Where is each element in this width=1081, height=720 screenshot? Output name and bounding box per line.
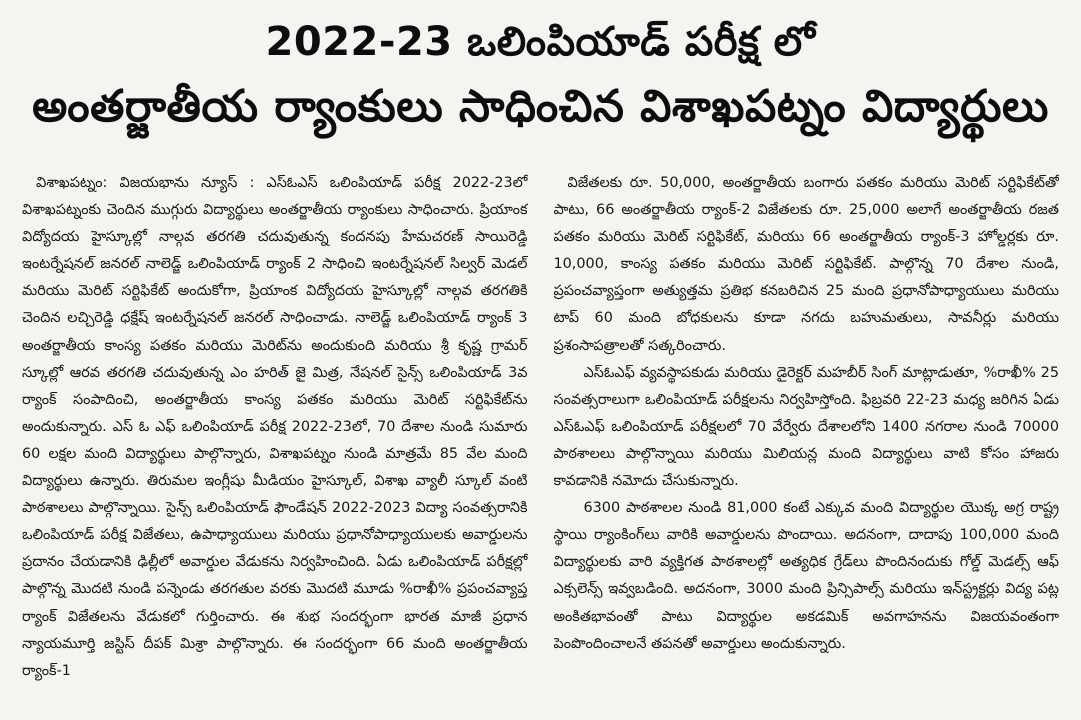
paragraph-3: ఎస్ఓఎఫ్ వ్యవస్థాపకుడు మరియు డైరెక్టర్ మహబీర్ సింగ్ మాట్లాడుతూ, %రాఖీ% 25 సంవత్సరాలుగా ఒలింపియాడ్ పరీక్షలను నిర్వహిస్తోంది. ఫిబ్రవరి 22-23 మధ్య జరిగిన ఏడు ఎస్ఓఎఫ్ ఒలింపియాడ్ పరీక్షలలో 70 వేర్వేరు దేశాలలోని 1400 నగరాల నుండి 70000 పాఠశాలలు పాల్గొన్నాయి మరియు మిలియన్ల మంది విద్యార్థులు వాటి కోసం హాజరు కావడానికి నమోదు చేసుకున్నారు. (553, 364, 1059, 490)
left-column (22, 170, 528, 715)
article-body (22, 170, 1059, 715)
headline-line-2: అంతర్జాతీయ ర్యాంకులు సాధించిన విశాఖపట్నం విద్యార్థులు (32, 81, 1049, 132)
right-column (554, 170, 1060, 715)
paragraph-2: విజేతలకు రూ. 50,000, అంతర్జాతీయ బంగారు పతకం మరియు మెరిట్ సర్టిఫికేట్‌తో పాటు, 66 అంతర్జాతీయ ర్యాంక్-2 విజేతలకు రూ. 25,000 అలాగే అంతర్జాతీయ రజత పతకం మరియు మెరిట్ సర్టిఫికేట్, మరియు 66 అంతర్జాతీయ ర్యాంక్-3 హోల్డర్లకు రూ. 10,000, కాంస్య పతకం మరియు మెరిట్ సర్టిఫికేట్. పాల్గొన్న 70 దేశాల నుండి, ప్రపంచవ్యాప్తంగా అత్యుత్తమ ప్రతిభ కనబరిచిన 25 మంది ప్రధానోపాధ్యాయులు మరియు టాప్ 60 మంది బోధకులను కూడా నగదు బహుమతులు, సావనీర్లు మరియు ప్రశంసాపత్రాలతో సత్కరించారు. (553, 175, 1059, 354)
paragraph-1: విశాఖపట్నం: విజయభాను న్యూస్ : ఎస్ఓఎస్ ఒలింపియాడ్ పరీక్ష 2022-23లో విశాఖపట్నంకు చెందిన ముగ్గురు విద్యార్థులు అంతర్జాతీయ ర్యాంకులు సాధించారు. ప్రియాంక విద్యోదయ హైస్కూల్లో నాల్గవ తరగతి చదువుతున్న కందనపు హేమచరణ్ సాయిరెడ్డి ఇంటర్నేషనల్ జనరల్ నాలెడ్జ్ ఒలింపియాడ్ ర్యాంక్ 2 సాధించి ఇంటర్నేషనల్ సిల్వర్ మెడల్ మరియు మెరిట్ సర్టిఫికేట్ అందుకోగా, ప్రియాంక విద్యోదయ హైస్కూల్లో నాల్గవ తరగతికి చెందిన లచ్చిరెడ్డి ధక్షేష్ ఇంటర్నేషనల్ జనరల్ సాధించాడు. నాలెడ్జ్ ఒలింపియాడ్ ర్యాంక్ 3 అంతర్జాతీయ కాంస్య పతకం మరియు మెరిట్‌ను అందుకుంది మరియు శ్రీ కృష్ణ గ్రామర్ స్కూల్లో ఆరవ తరగతి చదువుతున్న ఎం హరిత్ జై మిత్ర, నేషనల్ సైన్స్ ఒలింపియాడ్ 3వ ర్యాంక్ సంపాదించి, అంతర్జాతీయ కాంస్య పతకం మరియు మెరిట్ సర్టిఫికేట్‌ను అందుకున్నారు. ఎస్ ఓ ఎఫ్ ఒలింపియాడ్ పరీక్ష 2022-23లో, 70 దేశాల నుండి సుమారు 60 లక్షల మంది విద్యార్థులు పాల్గొన్నారు, విశాఖపట్నం నుండి మాత్రమే 85 వేల మంది విద్యార్థులు ఉన్నారు. తిరుమల ఇంగ్లీషు మీడియం హైస్కూల్, విశాఖ వ్యాలీ స్కూల్ వంటి పాఠశాలలు పాల్గొన్నాయి. సైన్స్ ఒలింపియాడ్ ఫౌండేషన్ 2022-2023 విద్యా సంవత్సరానికి ఒలింపియాడ్ పరీక్ష విజేతలు, ఉపాధ్యాయులు మరియు ప్రధానోపాధ్యాయులకు అవార్డులను ప్రదానం చేయడానికి ఢిల్లీలో అవార్డుల వేడుకను నిర్వహించింది. ఏడు ఒలింపియాడ్ పరీక్షల్లో పాల్గొన్న మొదటి నుండి పన్నెండు తరగతుల వరకు మొదటి మూడు %రాఖీ% ప్రపంచవ్యాప్త ర్యాంక్ విజేతలను వేడుకలో గుర్తించారు. ఈ శుభ సందర్భంగా భారత మాజీ ప్రధాన న్యాయమూర్తి జస్టిస్ దీపక్ మిశ్రా పాల్గొన్నారు. ఈ సందర్భంగా 66 మంది అంతర్జాతీయ ర్యాంక్-1 (22, 175, 528, 679)
paragraph-4: 6300 పాఠశాలల నుండి 81,000 కంటే ఎక్కువ మంది విద్యార్థుల యొక్క అగ్ర రాష్ట్ర స్థాయి ర్యాంకింగ్‌లు వారికి అవార్డులను పొందాయి. అదనంగా, దాదాపు 100,000 మంది విద్యార్థులకు వారి వ్యక్తిగత పాఠశాలల్లో అత్యధిక గ్రేడ్‌లు పొందినందుకు గోల్డ్ మెడల్స్ ఆఫ్ ఎక్సలెన్స్ ఇవ్వబడింది. అదనంగా, 3000 మంది ప్రిన్సిపాల్స్ మరియు ఇన్‌స్ట్రక్టర్లు విద్య పట్ల అంకితభావంతో పాటు విద్యార్థుల అకడమిక్ అవగాహనను విజయవంతంగా పెంపొందించాలనే తపనతో అవార్డులు అందుకున్నారు. (553, 500, 1059, 652)
headline-line-1: 2022-23 ఒలింపియాడ్ పరీక్ష లో (265, 19, 816, 65)
